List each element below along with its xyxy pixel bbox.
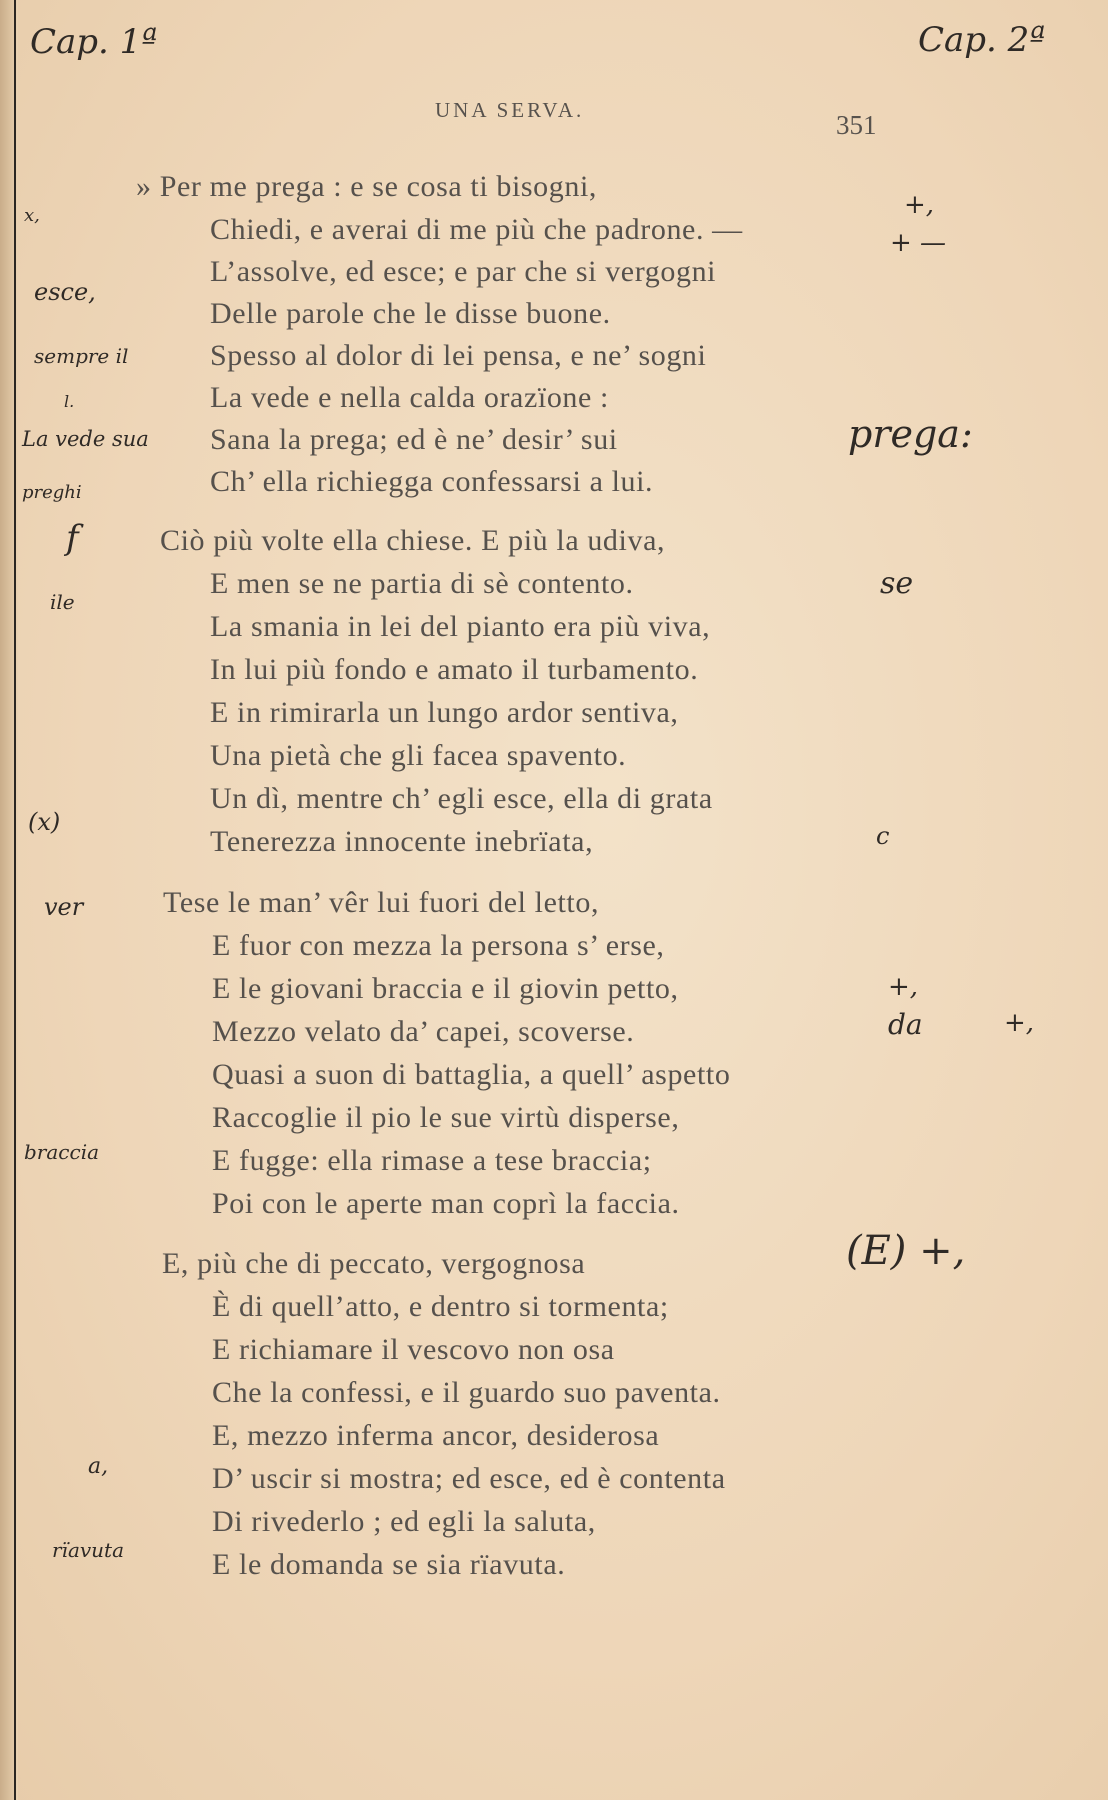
handwritten-note: rïavuta bbox=[52, 1538, 125, 1562]
verse-line: La vede e nella calda orazïone : bbox=[210, 381, 609, 414]
binding-line bbox=[14, 0, 16, 1800]
verse-line: Quasi a suon di battaglia, a quell’ aspetto bbox=[212, 1058, 731, 1091]
handwritten-note: + — bbox=[890, 228, 947, 258]
verse-line: Chiedi, e averai di me più che padrone. — bbox=[210, 213, 743, 246]
handwritten-note: f bbox=[66, 518, 79, 558]
verse-line: E fuor con mezza la persona s’ erse, bbox=[212, 929, 665, 962]
verse-line: Spesso al dolor di lei pensa, e ne’ sogni bbox=[210, 339, 707, 372]
handwritten-note: La vede sua bbox=[22, 427, 149, 451]
handwritten-note: da bbox=[888, 1008, 923, 1041]
verse-line: La smania in lei del pianto era più viva, bbox=[210, 610, 711, 643]
verse-line: E men se ne partia di sè contento. bbox=[210, 567, 634, 600]
handwritten-note: se bbox=[880, 566, 914, 601]
verse-line: Che la confessi, e il guardo suo paventa. bbox=[212, 1376, 721, 1409]
verse-line: Delle parole che le disse buone. bbox=[210, 297, 611, 330]
verse-line: E le domanda se sia rïavuta. bbox=[212, 1548, 566, 1581]
handwritten-note: +, bbox=[1004, 1008, 1035, 1038]
handwritten-note: ile bbox=[50, 590, 75, 614]
handwritten-note: Cap. 2ª bbox=[918, 20, 1046, 60]
verse-line: Mezzo velato da’ capei, scoverse. bbox=[212, 1015, 635, 1048]
page-number: 351 bbox=[836, 110, 877, 140]
handwritten-note: esce, bbox=[34, 278, 96, 306]
handwritten-note: prega: bbox=[848, 412, 973, 456]
handwritten-note: Cap. 1ª bbox=[30, 22, 158, 62]
handwritten-note: l. bbox=[64, 392, 75, 411]
handwritten-note: sempre il bbox=[34, 344, 129, 368]
verse-line: Una pietà che gli facea spavento. bbox=[210, 739, 627, 772]
handwritten-note: braccia bbox=[24, 1140, 100, 1164]
verse-line: Ciò più volte ella chiese. E più la udiva, bbox=[160, 524, 666, 557]
verse-line: Poi con le aperte man coprì la faccia. bbox=[212, 1187, 680, 1220]
running-title: UNA SERVA. bbox=[435, 98, 585, 122]
handwritten-note: ver bbox=[44, 893, 84, 921]
verse-line: Ch’ ella richiegga confessarsi a lui. bbox=[210, 465, 654, 498]
verse-line: Tese le man’ vêr lui fuori del letto, bbox=[163, 886, 600, 919]
handwritten-note: +, bbox=[904, 190, 935, 220]
verse-line: Di rivederlo ; ed egli la saluta, bbox=[212, 1505, 596, 1538]
verse-line: Un dì, mentre ch’ egli esce, ella di grata bbox=[210, 782, 713, 815]
handwritten-note: +, bbox=[888, 972, 919, 1002]
handwritten-note: c bbox=[876, 822, 890, 850]
verse-line: E fugge: ella rimase a tese braccia; bbox=[212, 1144, 652, 1177]
verse-line: » Per me prega : e se cosa ti bisogni, bbox=[136, 170, 598, 203]
verse-line: E, mezzo inferma ancor, desiderosa bbox=[212, 1419, 660, 1452]
handwritten-note: (E) +, bbox=[846, 1228, 966, 1274]
verse-line: E in rimirarla un lungo ardor sentiva, bbox=[210, 696, 679, 729]
handwritten-note: (x) bbox=[28, 808, 61, 836]
handwritten-note: a, bbox=[88, 1454, 109, 1479]
handwritten-note: x, bbox=[24, 205, 40, 226]
verse-line: Sana la prega; ed è ne’ desir’ sui bbox=[210, 423, 618, 456]
verse-line: E, più che di peccato, vergognosa bbox=[162, 1247, 586, 1280]
verse-line: In lui più fondo e amato il turbamento. bbox=[210, 653, 699, 686]
verse-line: Raccoglie il pio le sue virtù disperse, bbox=[212, 1101, 680, 1134]
verse-line: È di quell’atto, e dentro si tormenta; bbox=[212, 1290, 669, 1323]
verse-line: Tenerezza innocente inebrïata, bbox=[210, 825, 594, 858]
verse-line: D’ uscir si mostra; ed esce, ed è contenta bbox=[212, 1462, 726, 1495]
verse-line: E richiamare il vescovo non osa bbox=[212, 1333, 615, 1366]
verse-line: L’assolve, ed esce; e par che si vergogni bbox=[210, 255, 717, 288]
handwritten-note: preghi bbox=[22, 482, 82, 503]
verse-line: E le giovani braccia e il giovin petto, bbox=[212, 972, 679, 1005]
